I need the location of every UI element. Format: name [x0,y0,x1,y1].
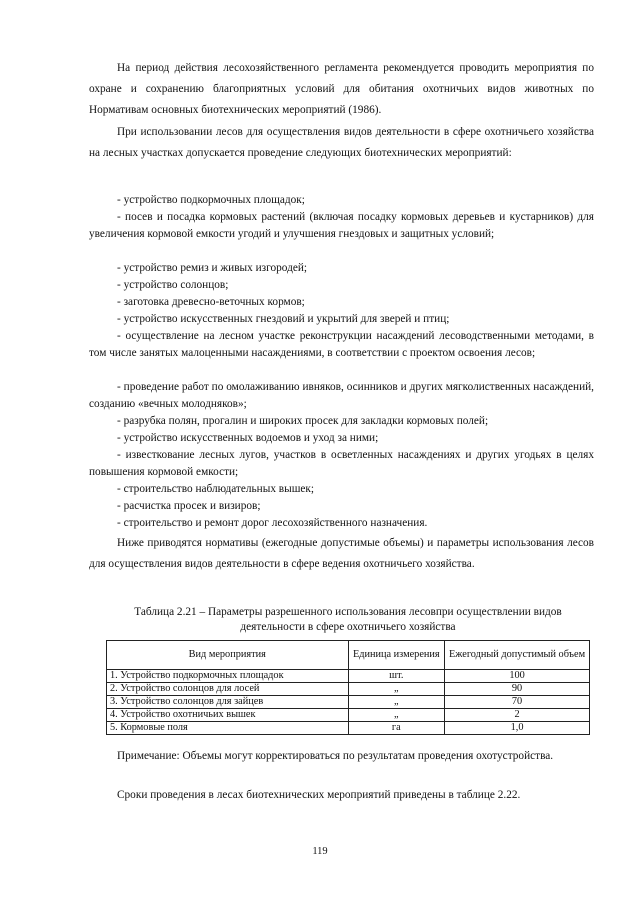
table-row [107,696,590,709]
table-caption: Таблица 2.21 – Параметры разрешенного использования лесовпри осуществлении видов деятельности в сфере охотничьего хозяйства [134,606,562,633]
measure-item: - известкование лесных лугов, участков в осветленных насаждениях и других угодьях в целях повышения кормовой емкости; [89,449,594,478]
measure-item: - разрубка полян, прогалин и широких просек для закладки кормовых полей; [117,415,489,427]
note-paragraph: Примечание: Объемы могут корректироваться по результатам проведения охотустройства. [117,750,554,762]
measure-item: - расчистка просек и визиров; [117,500,261,512]
table-row [107,709,590,722]
cell-activity: 4. Устройство охотничьих вышек [107,709,349,722]
cell-volume: 1,0 [445,722,590,735]
timing-paragraph: Сроки проведения в лесах биотехнических мероприятий приведены в таблице 2.22. [117,789,521,801]
measure-item: - устройство подкормочных площадок; [117,194,305,206]
cell-activity: 1. Устройство подкормочных площадок [107,670,349,683]
table-header-row [107,641,590,670]
norms-paragraph: Ниже приводятся нормативы (ежегодные допустимые объемы) и параметры использования лесов для осуществления видов деятельности в сфере ведения охотничьего хозяйства. [89,537,594,570]
page-number: 119 [312,846,328,857]
measure-item: - заготовка древесно-веточных кормов; [117,296,305,308]
table-row [107,683,590,696]
cell-unit: „ [348,709,445,722]
measure-item: - строительство наблюдательных вышек; [117,483,315,495]
cell-unit: га [348,722,445,735]
cell-activity: 5. Кормовые поля [107,722,349,735]
usage-paragraph: При использовании лесов для осуществления видов деятельности в сфере охотничьего хозяйства на лесных участках допускается проведение следующих биотехнических мероприятий: [89,126,594,159]
measure-item: - устройство искусственных водоемов и уход за ними; [117,432,379,444]
table-row [107,722,590,735]
measure-item: - строительство и ремонт дорог лесохозяйственного назначения. [117,517,428,529]
cell-volume: 70 [445,696,590,709]
measure-item: - посев и посадка кормовых растений (включая посадку кормовых деревьев и кустарников) для увеличения кормовой емкости угодий и улучшения гнездовых и защитных условий; [89,211,594,240]
measure-item: - проведение работ по омолаживанию ивняков, осинников и других мягколиственных насаждений, созданию «вечных молодняков»; [89,381,594,410]
measure-item: - осуществление на лесном участке реконструкции насаждений лесоводственными методами, в том числе занятых малоценными насаждениями, в соответствии с проектом освоения лесов; [89,330,594,359]
measure-item: - устройство ремиз и живых изгородей; [117,262,308,274]
table-row [107,670,590,683]
cell-activity: 3. Устройство солонцов для зайцев [107,696,349,709]
header-volume: Ежегодный допустимый объем [445,641,590,670]
header-unit: Единица измерения [348,641,445,670]
cell-volume: 90 [445,683,590,696]
header-activity: Вид мероприятия [107,641,349,670]
cell-unit: шт. [348,670,445,683]
cell-volume: 2 [445,709,590,722]
cell-activity: 2. Устройство солонцов для лосей [107,683,349,696]
cell-unit: „ [348,683,445,696]
measure-item: - устройство искусственных гнездовий и укрытий для зверей и птиц; [117,313,450,325]
intro-paragraph: На период действия лесохозяйственного регламента рекомендуется проводить мероприятия по охране и сохранению благоприятных условий для обитания охотничьих видов животных по Нормативам основных биотехнических мероприятий (1986). [89,62,594,116]
cell-volume: 100 [445,670,590,683]
cell-unit: „ [348,696,445,709]
measure-item: - устройство солонцов; [117,279,229,291]
parameters-table [106,640,590,735]
